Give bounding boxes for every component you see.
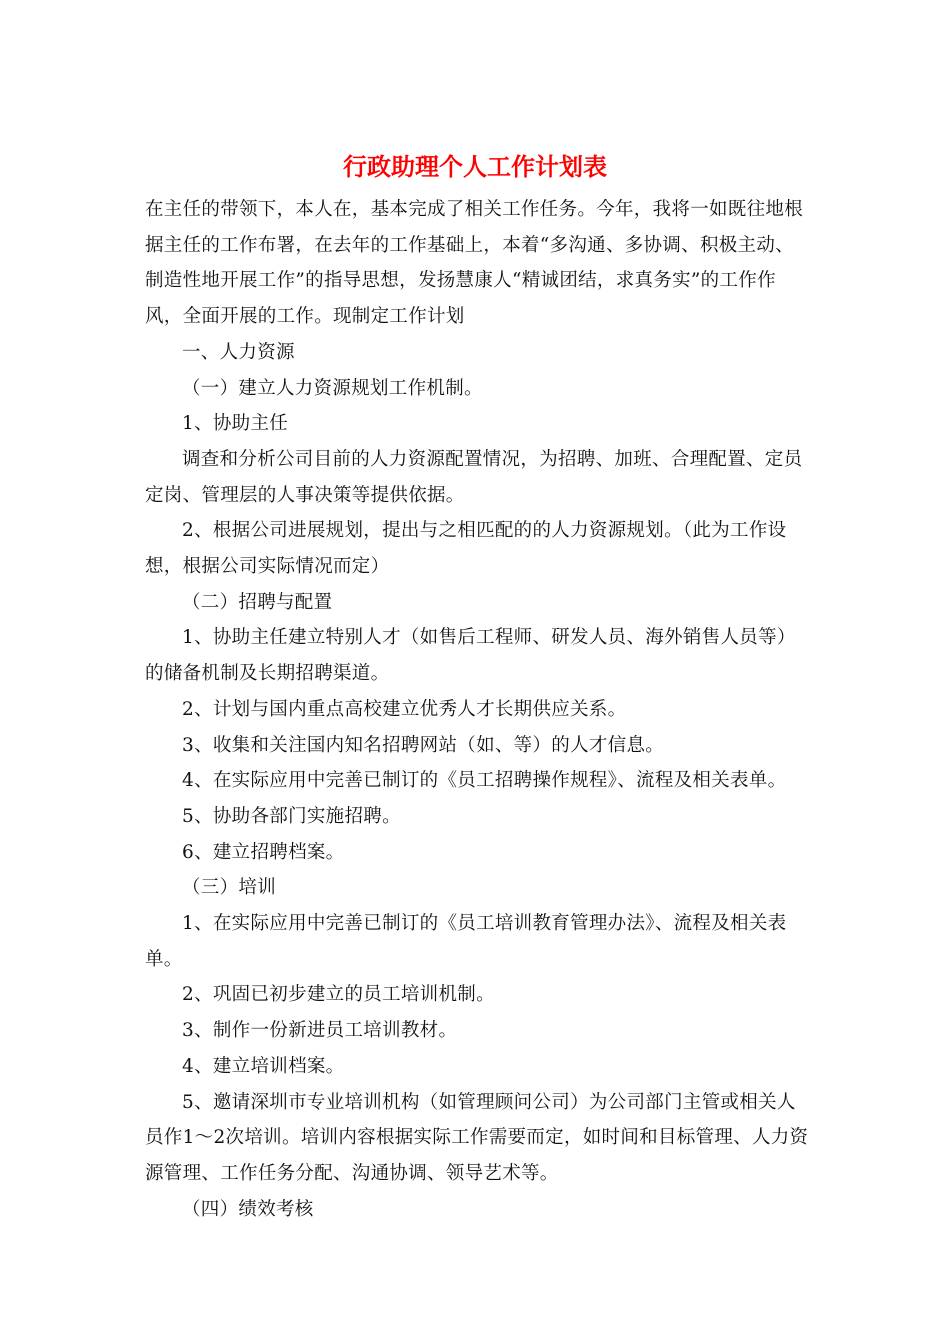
paragraph: （二）招聘与配置: [182, 591, 333, 613]
paragraph: 1、在实际应用中完善已制订的《员工培训教育管理办法》、流程及相关表单。: [145, 913, 787, 970]
paragraph: 4、在实际应用中完善已制订的《员工招聘操作规程》、流程及相关表单。: [182, 770, 787, 792]
paragraph: 2、巩固已初步建立的员工培训机制。: [182, 984, 495, 1006]
paragraph: 4、建立培训档案。: [182, 1055, 345, 1077]
paragraph: 5、邀请深圳市专业培训机构（如管理顾问公司）为公司部门主管或相关人员作1～2次培训。培训内容根据实际工作需要而定，如时间和目标管理、人力资源管理、工作任务分配、沟通协调、领导艺术等。: [145, 1091, 809, 1184]
paragraph: （一）建立人力资源规划工作机制。: [182, 377, 483, 399]
paragraph: 5、协助各部门实施招聘。: [182, 805, 401, 827]
paragraph: （四）绩效考核: [182, 1198, 314, 1220]
paragraph: 调查和分析公司目前的人力资源配置情况，为招聘、加班、合理配置、定员定岗、管理层的人事决策等提供依据。: [145, 448, 803, 506]
paragraph: 6、建立招聘档案。: [182, 841, 345, 863]
paragraph: 3、收集和关注国内知名招聘网站（如、等）的人才信息。: [182, 734, 665, 756]
paragraph: 1、协助主任: [182, 413, 289, 435]
document-body: [145, 192, 810, 1227]
paragraph: 一、人力资源: [182, 341, 295, 363]
paragraph: （三）培训: [182, 877, 277, 899]
paragraph: 3、制作一份新进员工培训教材。: [182, 1020, 458, 1042]
paragraph: 1、协助主任建立特别人才（如售后工程师、研发人员、海外销售人员等）的储备机制及长期招聘渠道。: [145, 627, 796, 685]
document-title: 行政助理个人工作计划表: [343, 152, 607, 181]
paragraph: 在主任的带领下，本人在，基本完成了相关工作任务。今年，我将一如既往地根据主任的工作布署，在去年的工作基础上，本着“多沟通、多协调、积极主动、制造性地开展工作”的指导思想，发扬慧康人“精诚团结，求真务实”的工作作风，全面开展的工作。现制定工作计划: [145, 199, 804, 328]
paragraph: 2、根据公司进展规划，提出与之相匹配的的人力资源规划。（此为工作设想，根据公司实际情况而定）: [145, 520, 787, 578]
paragraph: 2、计划与国内重点高校建立优秀人才长期供应关系。: [182, 698, 627, 720]
